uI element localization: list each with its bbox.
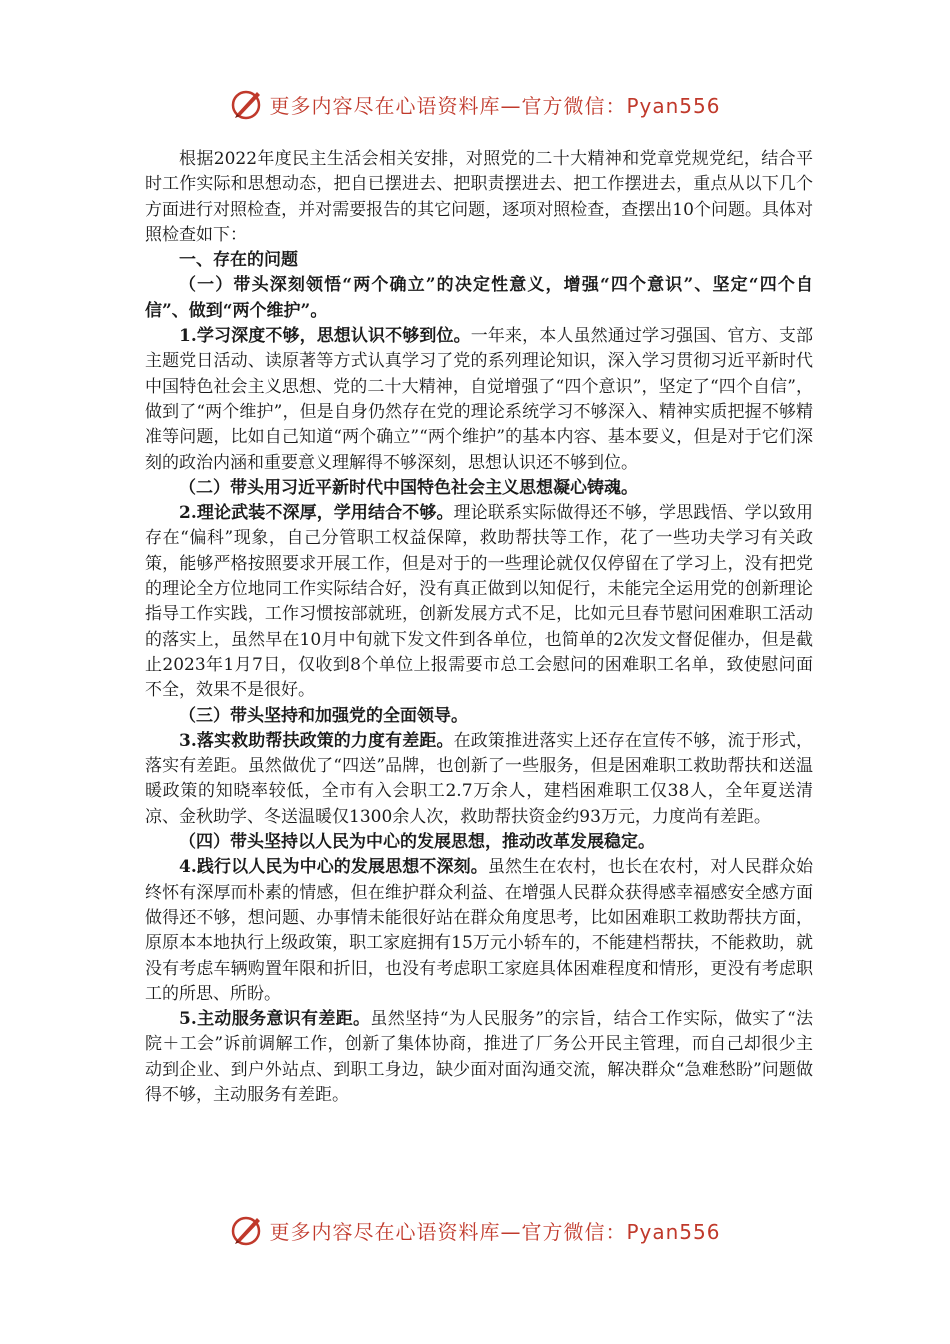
subsection-heading: （三）带头坚持和加强党的全面领导。 — [179, 705, 468, 726]
issue-lead: 1.学习深度不够，思想认识不够到位。 — [179, 326, 471, 347]
issue-body: 虽然坚持“为人民服务”的宗旨，结合工作实际，做实了“法院＋工会”诉前调解工作，创新了集体协商，推进了厂务公开民主管理，而自己却很少主动到企业、到户外站点、到职工身边，缺少面对面沟通交流，解决群众“急难愁盼”问题做得不够，主动服务有差距。 — [145, 1009, 813, 1105]
issue-body: 理论联系实际做得还不够，学思践悟、学以致用存在“偏科”现象，自己分管职工权益保障，救助帮扶等工作，花了一些功夫学习有关政策，能够严格按照要求开展工作，但是对于的一些理论就仅仅停留在了学习上，没有把党的理论全方位地同工作实际结合好，没有真正做到以知促行，未能完全运用党的创新理论指导工作实践，工作习惯按部就班，创新发展方式不足，比如元旦春节慰问困难职工活动的落实上，虽然早在10月中旬就下发文件到各单位，也简单的2次发文督促催办，但是截止2023年1月7日，仅收到8个单位上报需要市总工会慰问的困难职工名单，致使慰问面不全，效果不是很好。 — [145, 503, 814, 701]
header-watermark-banner — [0, 84, 950, 124]
pen-logo-icon — [229, 1212, 265, 1248]
watermark-text: 更多内容尽在心语资料库—官方微信：Pyan556 — [269, 1219, 721, 1244]
issue-body: 一年来，本人虽然通过学习强国、官方、支部主题党日活动、读原著等方式认真学习了党的系列理论知识，深入学习贯彻习近平新时代中国特色社会主义思想、党的二十大精神，自觉增强了“四个意识”，坚定了“四个自信”，做到了“两个维护”，但是自身仍然存在党的理论系统学习不够深入、精神实质把握不够精准等问题，比如自己知道“两个确立”“两个维护”的基本内容、基本要义，但是对于它们深刻的政治内涵和重要意义理解得不够深刻，思想认识还不够到位。 — [145, 326, 814, 473]
issue-paragraph — [145, 324, 813, 476]
intro-paragraph: 根据2022年度民主生活会相关安排，对照党的二十大精神和党章党规党纪，结合平时工作实际和思想动态，把自已摆进去、把职责摆进去、把工作摆进去，重点从以下几个方面进行对照检查，并对需要报告的其它问题，逐项对照检查，查摆出10个问题。具体对照检查如下： — [145, 149, 813, 245]
document-body — [145, 147, 813, 1108]
issue-paragraph — [145, 501, 813, 703]
issue-lead: 2.理论武装不深厚，学用结合不够。 — [179, 503, 454, 524]
subsection-heading: （四）带头坚持以人民为中心的发展思想，推动改革发展稳定。 — [179, 832, 655, 853]
pen-logo-icon — [229, 86, 265, 122]
subsection-heading: （二）带头用习近平新时代中国特色社会主义思想凝心铸魂。 — [179, 477, 638, 498]
issue-body: 在政策推进落实上还存在宣传不够，流于形式，落实有差距。虽然做优了“四送”品牌，也创新了一些服务，但是困难职工救助帮扶和送温暖政策的知晓率较低，全市有入会职工2.7万余人，建档困难职工仅38人，全年夏送清凉、金秋助学、冬送温暖仅1300余人次，救助帮扶资金约93万元，力度尚有差距。 — [145, 730, 814, 827]
issue-lead: 5.主动服务意识有差距。 — [179, 1009, 371, 1030]
issue-lead: 3.落实救助帮扶政策的力度有差距。 — [179, 730, 454, 751]
issue-paragraph — [145, 855, 813, 1007]
issue-paragraph — [145, 1007, 813, 1108]
subsection-heading: （一）带头深刻领悟“两个确立”的决定性意义，增强“四个意识”、坚定“四个自信”、做到“两个维护”。 — [145, 275, 813, 321]
issue-body: 虽然生在农村，也长在农村，对人民群众始终怀有深厚而朴素的情感，但在维护群众利益、在增强人民群众获得感幸福感安全感方面做得还不够，想问题、办事情未能很好站在群众角度思考，比如困难职工救助帮扶方面，原原本本地执行上级政策，职工家庭拥有15万元小轿车的，不能建档帮扶，不能救助，就没有考虑车辆购置年限和折旧，也没有考虑职工家庭具体困难程度和情形，更没有考虑职工的所思、所盼。 — [145, 857, 813, 1004]
watermark-text: 更多内容尽在心语资料库—官方微信：Pyan556 — [269, 93, 721, 118]
footer-watermark-banner — [0, 1210, 950, 1250]
issue-paragraph — [145, 729, 813, 830]
issue-lead: 4.践行以人民为中心的发展思想不深刻。 — [179, 857, 488, 878]
section-heading: 一、存在的问题 — [179, 250, 298, 271]
